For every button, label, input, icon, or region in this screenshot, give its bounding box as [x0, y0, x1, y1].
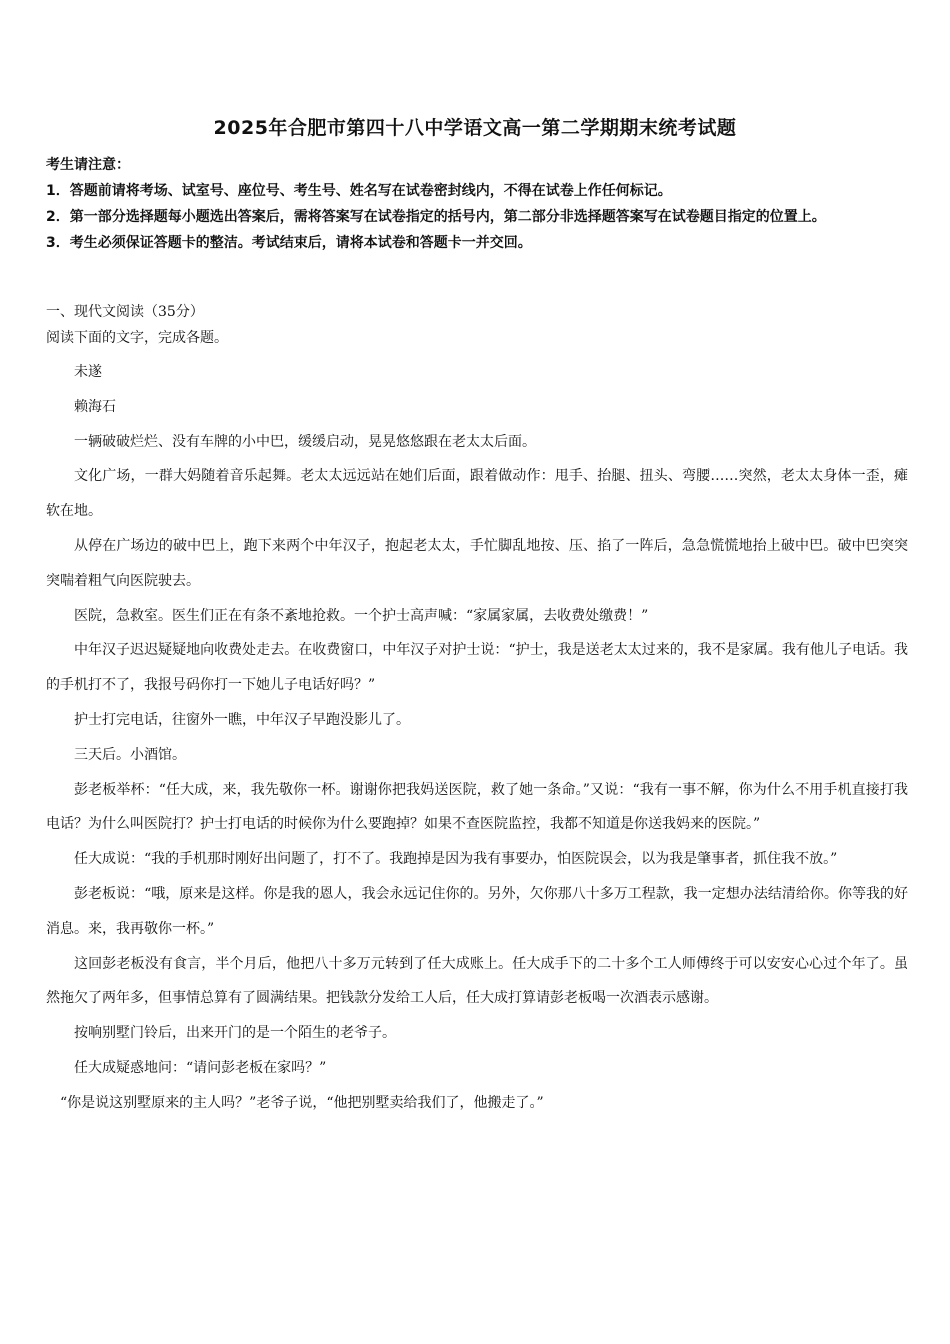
passage-paragraph: 任大成疑惑地问：“请问彭老板在家吗？” — [74, 1059, 327, 1076]
passage-paragraph: 按响别墅门铃后，出来开门的是一个陌生的老爷子。 — [74, 1025, 396, 1042]
passage-paragraph: “你是说这别墅原来的主人吗？”老爷子说，“他把别墅卖给我们了，他搬走了。” — [60, 1094, 544, 1111]
passage-paragraph: 这回彭老板没有食言，半个月后，他把八十多万元转到了任大成账上。任大成手下的二十多个工人师傅终于可以安安心心过个年了。虽然拖欠了两年多，但事情总算有了圆满结果。把钱款分发给工人后，任大成打算请彭老板喝一次酒表示感谢。 — [46, 955, 908, 1007]
passage-paragraph: 任大成说：“我的手机那时刚好出问题了，打不了。我跑掉是因为我有事要办，怕医院误会，以为我是肇事者，抓住我不放。” — [74, 851, 838, 868]
passage-paragraph: 中年汉子迟迟疑疑地向收费处走去。在收费窗口，中年汉子对护士说：“护士，我是送老太太过来的，我不是家属。我有他儿子电话。我的手机打不了，我报号码你打一下她儿子电话好吗？” — [46, 642, 908, 694]
reading-section — [46, 299, 908, 351]
passage-paragraph: 一辆破破烂烂、没有车牌的小中巴，缓缓启动，晃晃悠悠跟在老太太后面。 — [74, 433, 536, 450]
notice-item: 2．第一部分选择题每小题选出答案后，需将答案写在试卷指定的括号内，第二部分非选择题答案写在试卷题目指定的位置上。 — [46, 209, 826, 225]
passage-paragraph: 护士打完电话，往窗外一瞧，中年汉子早跑没影儿了。 — [74, 711, 410, 728]
passage-paragraph: 彭老板说：“哦，原来是这样。你是我的恩人，我会永远记住你的。另外，欠你那八十多万工程款，我一定想办法结清给你。你等我的好消息。来，我再敬你一杯。” — [46, 885, 908, 937]
passage-paragraph: 文化广场，一群大妈随着音乐起舞。老太太远远站在她们后面，跟着做动作：甩手、抬腿、扭头、弯腰……突然，老太太身体一歪，瘫软在地。 — [46, 468, 908, 520]
exam-title: 2025年合肥市第四十八中学语文高一第二学期期末统考试题 — [213, 117, 737, 139]
notice-heading: 考生请注意： — [46, 157, 130, 173]
passage-title: 未遂 — [74, 364, 102, 380]
passage-author: 赖海石 — [74, 398, 116, 415]
section-heading: 一、现代文阅读（35分） — [46, 304, 204, 320]
section-instruction: 阅读下面的文字，完成各题。 — [46, 330, 228, 346]
passage-paragraph: 彭老板举杯：“任大成，来，我先敬你一杯。谢谢你把我妈送医院，救了她一条命。”又说：“我有一事不解，你为什么不用手机直接打我电话？为什么叫医院打？护士打电话的时候你为什么要跑掉？如果不查医院监控，我都不知道是你送我妈来的医院。” — [46, 781, 908, 833]
candidate-notice — [46, 152, 908, 256]
notice-item: 1．答题前请将考场、试室号、座位号、考生号、姓名写在试卷密封线内，不得在试卷上作任何标记。 — [46, 183, 672, 199]
notice-item: 3．考生必须保证答题卡的整洁。考试结束后，请将本试卷和答题卡一并交回。 — [46, 235, 532, 251]
passage-paragraph: 从停在广场边的破中巴上，跑下来两个中年汉子，抱起老太太，手忙脚乱地按、压、掐了一阵后，急急慌慌地抬上破中巴。破中巴突突突喘着粗气向医院驶去。 — [46, 537, 908, 589]
passage — [46, 355, 908, 1121]
passage-paragraph: 三天后。小酒馆。 — [74, 746, 186, 763]
passage-paragraph: 医院，急救室。医生们正在有条不紊地抢救。一个护士高声喊：“家属家属，去收费处缴费！” — [74, 607, 649, 624]
